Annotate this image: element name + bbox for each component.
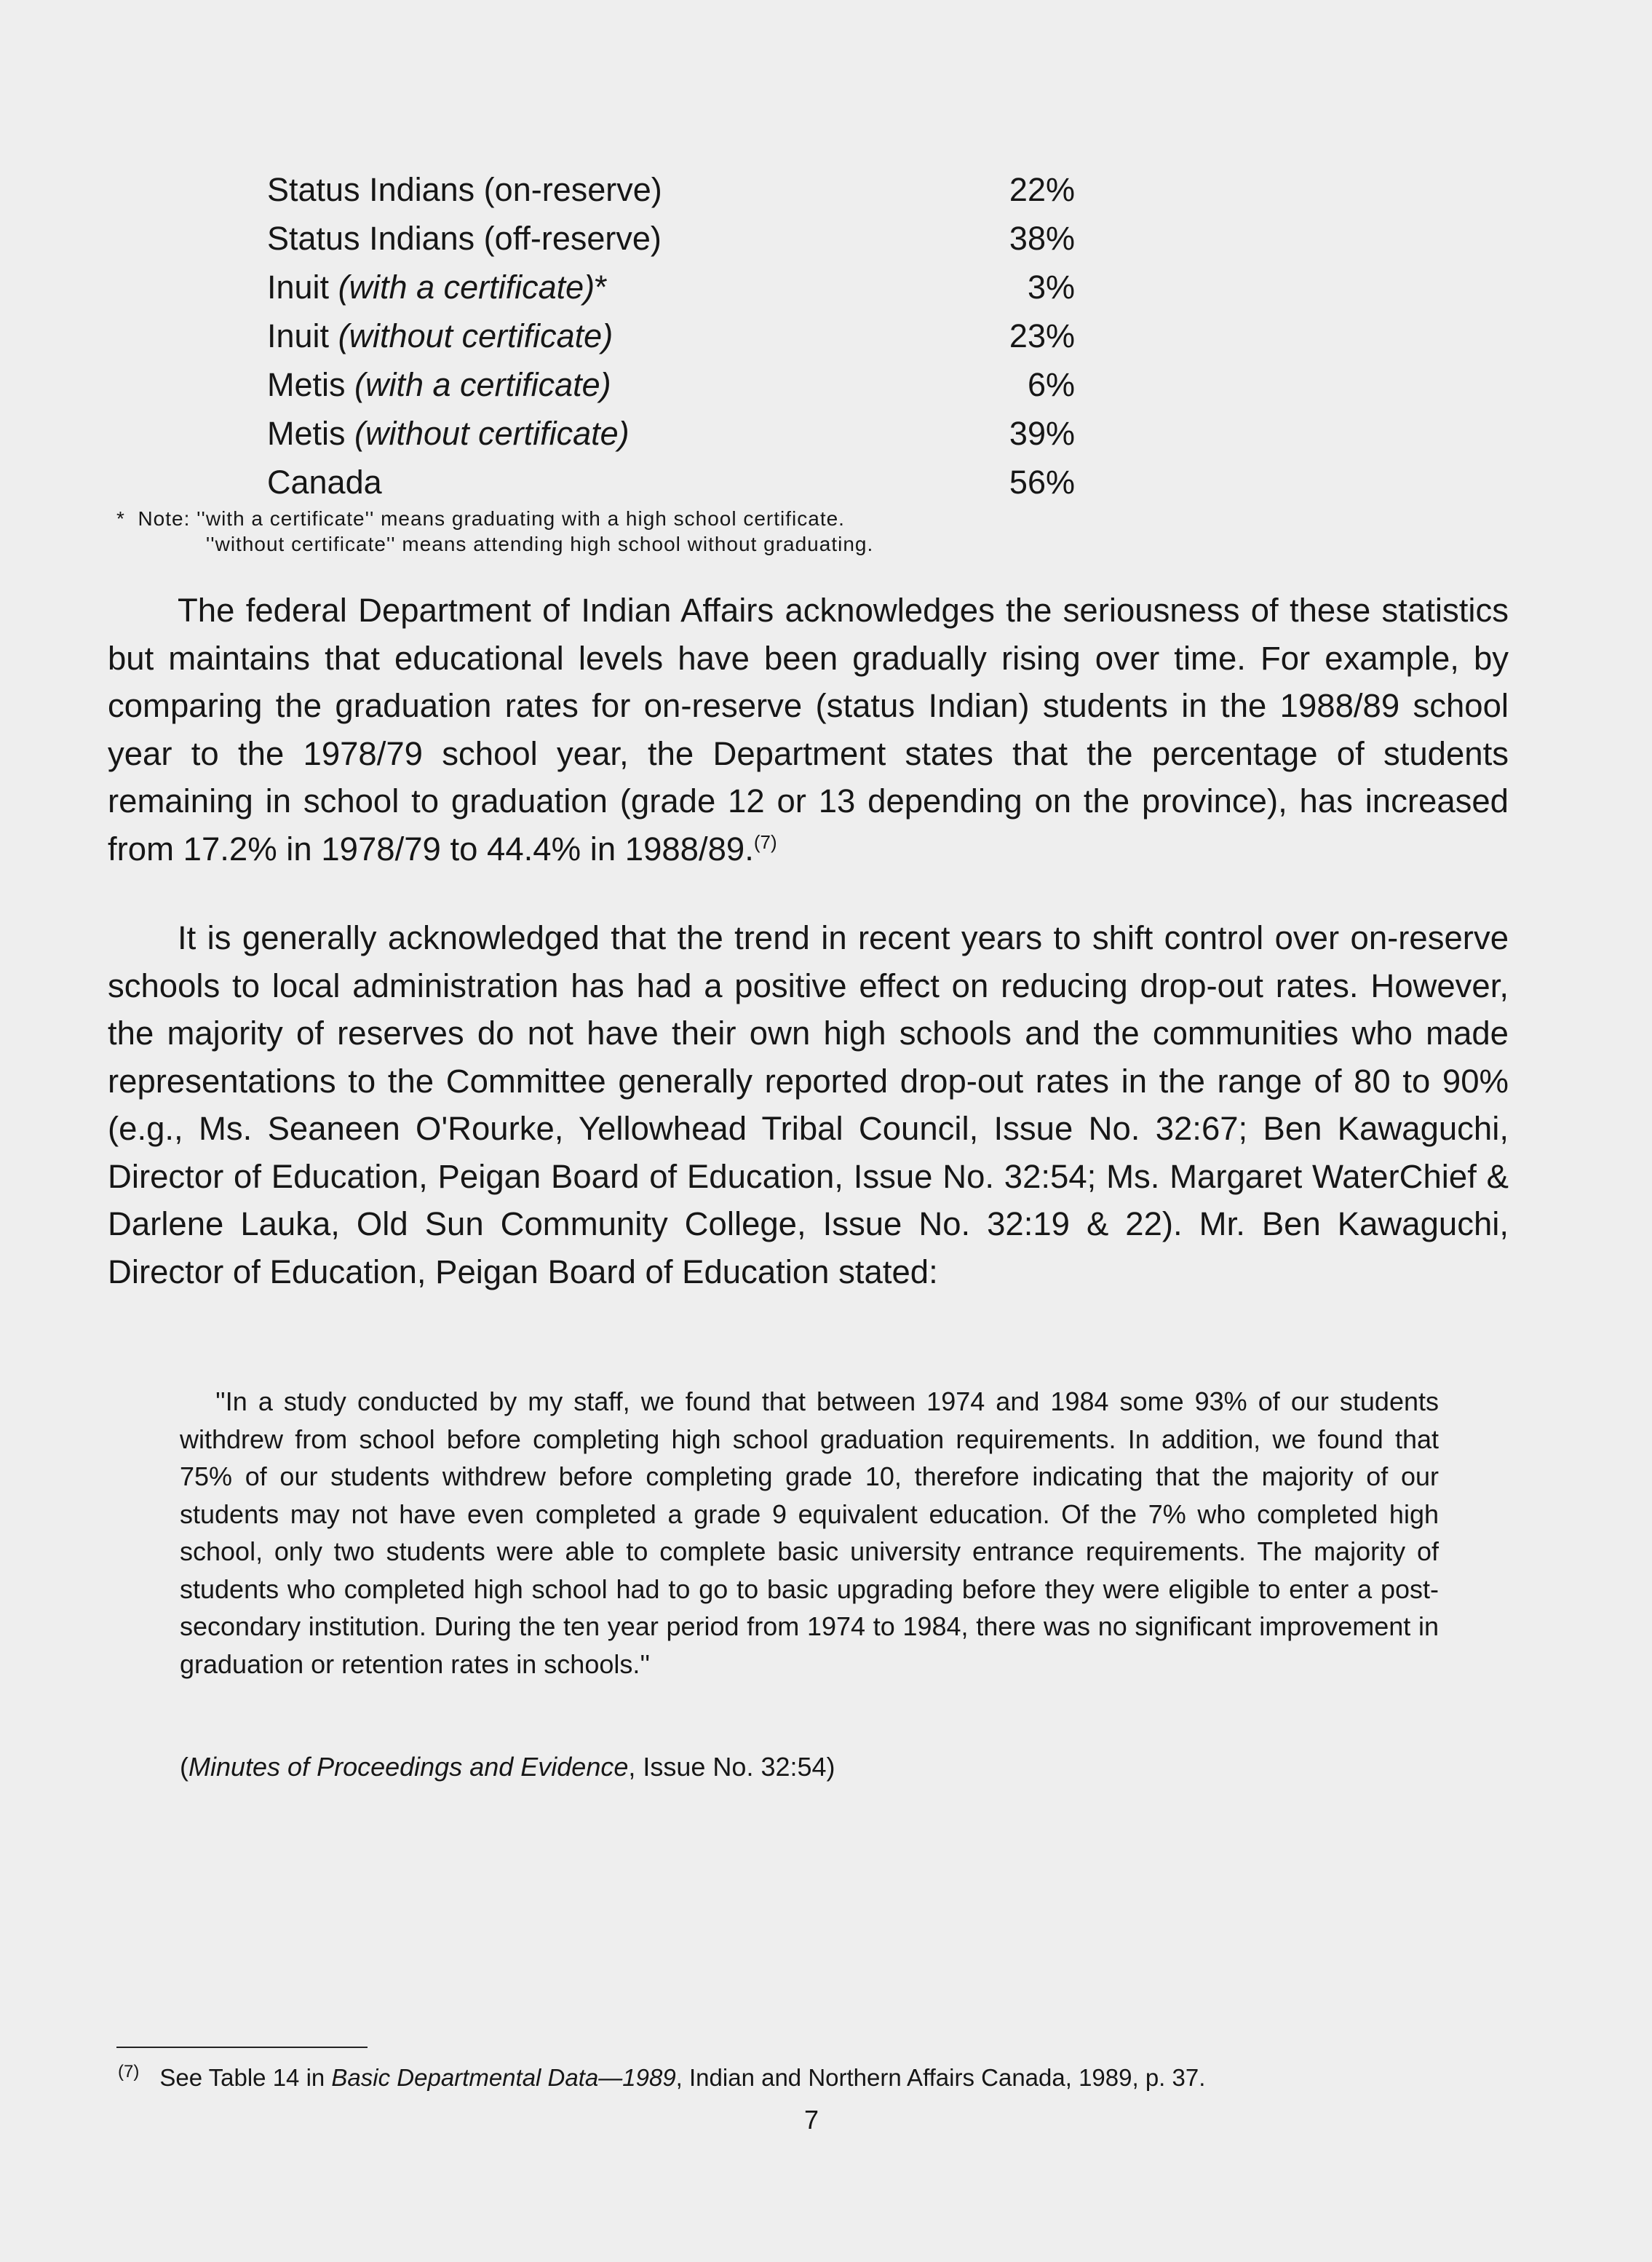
table-note [116, 506, 873, 557]
paragraph-local-control [108, 914, 1509, 1295]
footnote-reference: (7) [753, 830, 777, 853]
stat-label-qualifier: (without certificate) [338, 317, 613, 354]
stat-label [267, 409, 630, 458]
footnote-asterisk: * [595, 269, 608, 306]
quotation-block [180, 1383, 1439, 1683]
stat-row-status-on-reserve [267, 165, 1075, 214]
stat-label-group: Inuit [267, 269, 338, 306]
note-line: * Note: ''with a certificate'' means graduating with a high school certificate. [116, 507, 845, 530]
stat-label [267, 360, 611, 409]
stat-value: 22% [1009, 171, 1075, 208]
stat-label-group: Metis [267, 366, 355, 403]
quotation-text: ''In a study conducted by my staff, we found that between 1974 and 1984 some 93% of our students withdrew from school before completing high school graduation requirements. In addition, we found that 75% of our students withdrew before completing grade 10, therefore indicating that the majority of our students may not have even completed a grade 9 equivalent education. Of the 7% who completed high school, only two students were able to complete basic university entrance requirements. The majority of students who completed high school had to go to basic upgrading before they were eligible to enter a post-secondary institution. During the ten year period from 1974 to 1984, there was no significant improvement in graduation or retention rates in schools.'' [180, 1386, 1439, 1679]
stat-row-metis-no-certificate [267, 409, 1075, 458]
stat-label: Status Indians (on-reserve) [267, 171, 662, 208]
stat-value: 23% [1009, 317, 1075, 354]
footnote-source-title: Basic Departmental Data—1989 [331, 2064, 676, 2091]
stat-row-inuit-no-certificate [267, 311, 1075, 360]
stat-label [267, 311, 613, 360]
stat-label: Status Indians (off-reserve) [267, 220, 662, 257]
stat-label-qualifier: (with a certificate) [354, 366, 611, 403]
stat-row-metis-certificate [267, 360, 1075, 409]
stat-row-inuit-certificate [267, 263, 1075, 311]
stat-row-status-off-reserve [267, 214, 1075, 263]
stat-value: 39% [1009, 415, 1075, 452]
stat-value: 3% [1027, 269, 1075, 306]
stat-label-qualifier: (with a certificate) [338, 269, 595, 306]
page-number: 7 [804, 2105, 819, 2135]
citation-title: Minutes of Proceedings and Evidence [188, 1752, 629, 1782]
paragraph-text: It is generally acknowledged that the trend in recent years to shift control over on-reserve schools to local administration has had a positive effect on reducing drop-out rates. However, the majority of reserves do not have their own high schools and the communities who made representations to the Committee generally reported drop-out rates in the range of 80 to 90% (e.g., Ms. Seaneen O'Rourke, Yellowhead Tribal Council, Issue No. 32:67; Ben Kawaguchi, Director of Education, Peigan Board of Education, Issue No. 32:54; Ms. Margaret WaterChief & Darlene Lauka, Old Sun Community College, Issue No. 32:19 & 22). Mr. Ben Kawaguchi, Director of Education, Peigan Board of Education stated: [108, 919, 1509, 1290]
stat-label [267, 263, 608, 311]
paragraph-department-statistics [108, 587, 1509, 873]
footnote: $^{(7)}$ See Table 14 in Basic Departmental Data—1989, Indian and Northern Affairs Canada, 1989, p. 37. [118, 2062, 1206, 2091]
stat-label: Canada [267, 464, 382, 501]
stat-label-qualifier: (without certificate) [354, 415, 630, 452]
stat-row-canada [267, 458, 1075, 507]
stat-value: 6% [1027, 366, 1075, 403]
footnote-divider [116, 2047, 368, 2048]
note-line: ''without certificate'' means attending high school without graduating. [116, 533, 874, 555]
stat-value: 56% [1009, 464, 1075, 501]
stat-value: 38% [1009, 220, 1075, 257]
graduation-statistics-table [267, 165, 1075, 507]
stat-label-group: Inuit [267, 317, 338, 354]
quotation-citation: (Minutes of Proceedings and Evidence, Issue No. 32:54) [180, 1752, 835, 1782]
stat-label-group: Metis [267, 415, 355, 452]
footnote-marker: (7) [118, 2062, 140, 2082]
paragraph-text: The federal Department of Indian Affairs acknowledges the seriousness of these statistics but maintains that educational levels have been gradually rising over time. For example, by comparing the graduation rates for on-reserve (status Indian) students in the 1988/89 school year to the 1978/79 school year, the Department states that the percentage of students remaining in school to graduation (grade 12 or 13 depending on the province), has increased from 17.2% in 1978/79 to 44.4% in 1988/89. [108, 592, 1509, 868]
